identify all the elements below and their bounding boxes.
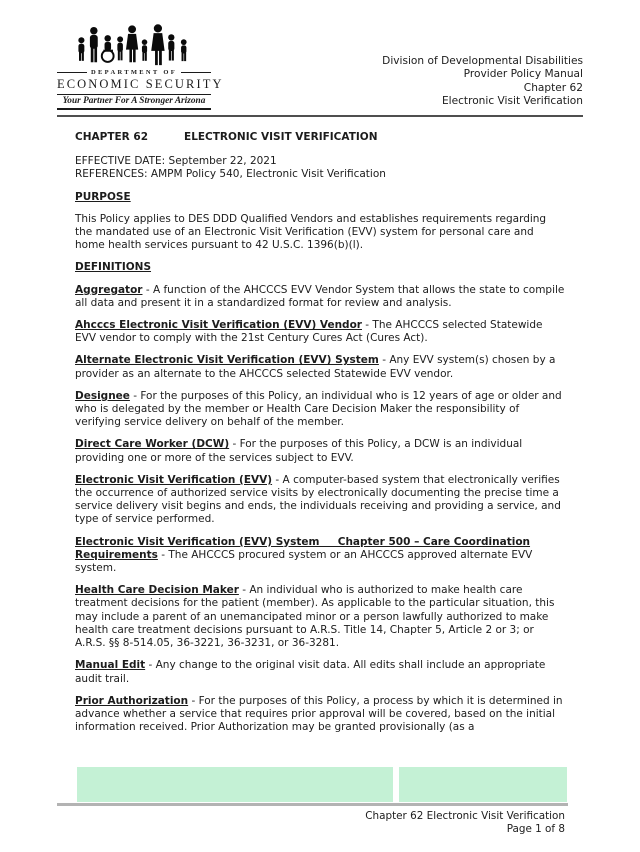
definition-text: - A function of the AHCCCS EVV Vendor System that allows the state to compile all data and present it in a standardized format for review and analysis. (75, 283, 565, 309)
definition-evv (75, 474, 565, 527)
des-logo (57, 24, 224, 110)
definition-text: - An individual who is authorized to make health care treatment decisions for the patient (member). As applicable to the particular situation, this may include a parent of an unemancipated minor or a person lawfully authorized to make health care treatment decisions pursuant to A.R.S. Title 14, Chapter 5, Article 2 or 3; or A.R.S. §§ 8-514.05, 36-3221, 36-3231, or 36-3281. (75, 584, 555, 650)
highlight-field-left[interactable] (77, 767, 393, 802)
header-division-line: Division of Developmental Disabilities (382, 54, 583, 67)
chapter-name: ELECTRONIC VISIT VERIFICATION (184, 131, 378, 143)
logo-agency-name: ECONOMIC SECURITY (57, 77, 224, 91)
definition-term: Electronic Visit Verification (EVV) (75, 473, 273, 486)
definition-text: - For the purposes of this Policy, a DCW is an individual providing one or more of the services subject to EVV. (75, 438, 523, 464)
chapter-number: CHAPTER 62 (75, 131, 149, 143)
definition-term: Ahcccs Electronic Visit Verification (EVV) Vendor (75, 319, 362, 332)
definition-text: - Any EVV system(s) chosen by a provider as an alternate to the AHCCCS selected Statewide EVV vendor. (75, 354, 556, 380)
definition-term: Alternate Electronic Visit Verification (EVV) System (75, 354, 379, 367)
definition-prior-authorization (75, 695, 565, 735)
definition-designee (75, 390, 565, 430)
footer-page-number: Page 1 of 8 (506, 823, 565, 836)
definition-health-care-decision-maker (75, 584, 565, 650)
logo-rule-right (181, 72, 211, 73)
definition-term: Manual Edit (75, 659, 146, 672)
des-family-silhouette-icon (57, 24, 211, 68)
header-manual-line: Provider Policy Manual (463, 68, 583, 81)
definition-evv-system (75, 536, 565, 576)
page-header (57, 24, 583, 117)
definition-text: - For the purposes of this Policy, a process by which it is determined in advance whether a service that requires prior approval will be covered, based on the initial information received. Prior Authorization may be granted provisionally (as a (75, 694, 563, 734)
header-subject-line: Electronic Visit Verification (441, 95, 583, 108)
definition-term: Electronic Visit Verification (EVV) System Chapter 500 – Care Coordination Requirements (75, 535, 531, 561)
chapter-title (75, 131, 565, 144)
logo-rule-left (57, 72, 87, 73)
definition-term: Designee (75, 389, 130, 402)
highlight-field-right[interactable] (399, 767, 567, 802)
definition-aggregator (75, 284, 565, 310)
definition-manual-edit (75, 659, 565, 685)
header-document-info (382, 55, 583, 110)
footer-chapter-line: Chapter 62 Electronic Visit Verification (365, 810, 565, 822)
logo-department-text: DEPARTMENT OF (91, 69, 177, 76)
definition-term: Direct Care Worker (DCW) (75, 438, 230, 451)
definition-ahcccs-evv-vendor (75, 319, 565, 345)
purpose-heading: PURPOSE (75, 190, 131, 203)
document-meta (75, 155, 565, 181)
page-footer (365, 810, 565, 837)
definition-text: - The AHCCCS selected Statewide EVV vendor to comply with the 21st Century Cures Act (Cures Act). (75, 319, 543, 345)
definition-term: Aggregator (75, 283, 143, 296)
definition-alternate-evv-system (75, 354, 565, 380)
logo-department-line (57, 69, 211, 76)
definition-term: Prior Authorization (75, 694, 189, 707)
definition-text: - The AHCCCS procured system or an AHCCCS approved alternate EVV system. (75, 548, 533, 575)
effective-date-line: EFFECTIVE DATE: September 22, 2021 (75, 155, 277, 168)
purpose-paragraph: This Policy applies to DES DDD Qualified Vendors and establishes requirements regarding the mandated use of an Electronic Visit Verification (EVV) system for personal care and home health services pursuant to 42 U.S.C. 1396(b)(l). (75, 212, 547, 252)
document-body (75, 131, 565, 734)
definitions-heading: DEFINITIONS (75, 261, 152, 274)
definition-text: - Any change to the original visit data. All edits shall include an appropriate audit trail. (75, 659, 546, 685)
definition-direct-care-worker (75, 438, 565, 464)
definition-text: - A computer-based system that electronically verifies the occurrence of authorized service visits by electronically documenting the precise time a service delivery visit begins and ends, the individuals receiving and providing a service, and type of service performed. (75, 473, 561, 526)
references-line: REFERENCES: AMPM Policy 540, Electronic Visit Verification (75, 168, 386, 181)
definition-text: - For the purposes of this Policy, an individual who is 12 years of age or older and who is delegated by the member or Health Care Decision Maker the responsibility of verifying service delivery on behalf of the member. (75, 389, 562, 429)
logo-tagline: Your Partner For A Stronger Arizona (57, 94, 211, 110)
footer-divider (57, 803, 568, 806)
definition-term: Health Care Decision Maker (75, 584, 239, 597)
header-chapter-line: Chapter 62 (523, 81, 583, 94)
